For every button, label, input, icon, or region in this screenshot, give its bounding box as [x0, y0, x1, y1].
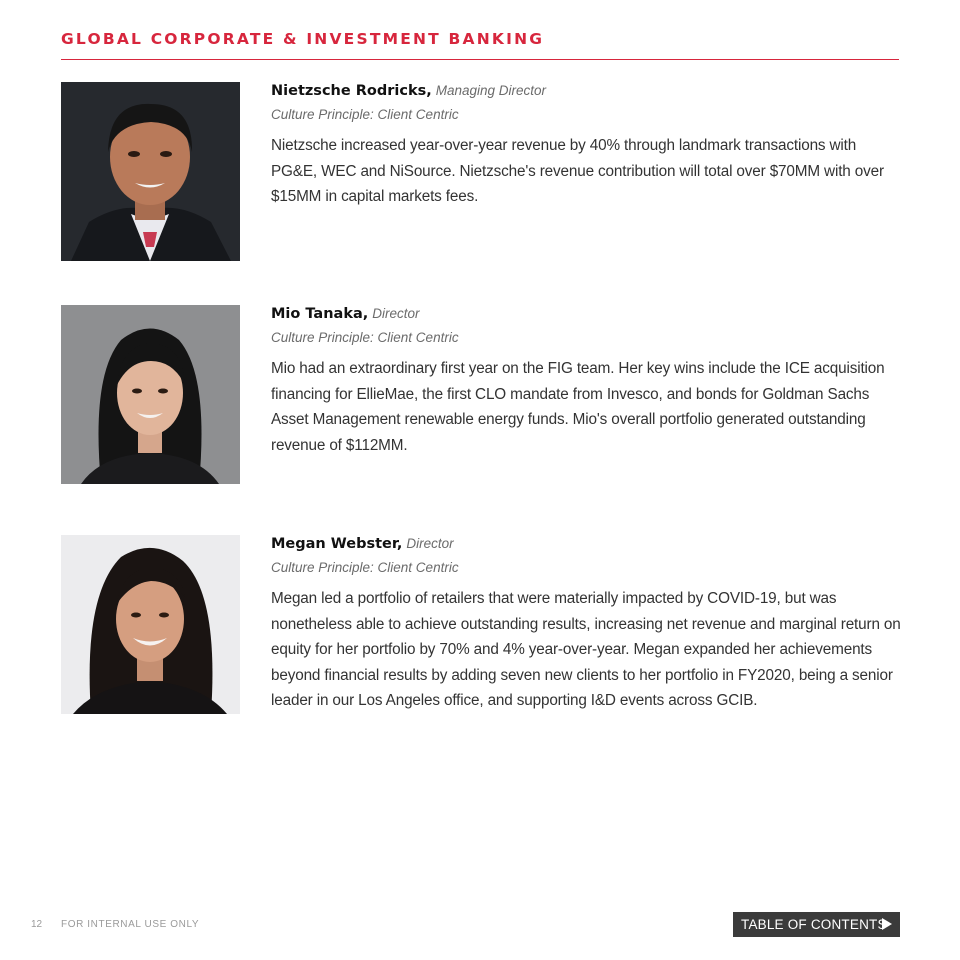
profile-description: Nietzsche increased year-over-year revenue by 40% through landmark transactions with PG&E, WEC and NiSource. Nietzsche's revenue contribution will total over $70MM with over $15MM in capital markets fees. — [271, 137, 884, 205]
page-number: 12 — [31, 919, 43, 930]
person-name: Megan Webster, — [271, 536, 403, 552]
name-line — [271, 304, 901, 324]
culture-principle: Culture Principle: Client Centric — [271, 560, 459, 575]
triangle-right-icon — [882, 918, 892, 930]
profile-card — [61, 82, 901, 262]
person-title: Director — [406, 536, 454, 551]
profile-description: Mio had an extraordinary first year on the FIG team. Her key wins include the ICE acquisition financing for EllieMae, the first CLO mandate from Invesco, and bonds for Goldman Sachs Asset Management renewable energy funds. Mio's overall portfolio generated outstanding revenue of $112MM. — [271, 360, 885, 454]
name-line — [271, 534, 901, 554]
person-name: Mio Tanaka, — [271, 306, 369, 322]
profile-card — [61, 535, 901, 715]
name-line — [271, 81, 901, 101]
person-title: Managing Director — [435, 83, 547, 98]
table-of-contents-button[interactable] — [733, 912, 900, 937]
profile-description: Megan led a portfolio of retailers that were materially impacted by COVID-19, but was nonetheless able to achieve outstanding results, increasing net revenue and marginal return on equity for her portfolio by 70% and 4% year-over-year. Megan expanded her achievements beyond financial results by adding seven new clients to her portfolio in FY2020, being a senior leader in our Los Angeles office, and supporting I&D events across GCIB. — [271, 590, 901, 709]
profile-photo — [61, 82, 240, 261]
profile-photo — [61, 535, 240, 714]
section-title: GLOBAL CORPORATE & INVESTMENT BANKING — [61, 30, 545, 48]
profile-text — [271, 305, 901, 458]
toc-button-label: TABLE OF CONTENTS — [741, 917, 887, 932]
profile-text — [271, 82, 901, 210]
title-divider — [61, 59, 899, 60]
profile-card — [61, 305, 901, 485]
culture-principle: Culture Principle: Client Centric — [271, 330, 459, 345]
person-name: Nietzsche Rodricks, — [271, 83, 432, 99]
culture-principle: Culture Principle: Client Centric — [271, 107, 459, 122]
profile-text — [271, 535, 901, 714]
person-title: Director — [372, 306, 420, 321]
profile-photo — [61, 305, 240, 484]
internal-use-note: FOR INTERNAL USE ONLY — [61, 919, 200, 930]
